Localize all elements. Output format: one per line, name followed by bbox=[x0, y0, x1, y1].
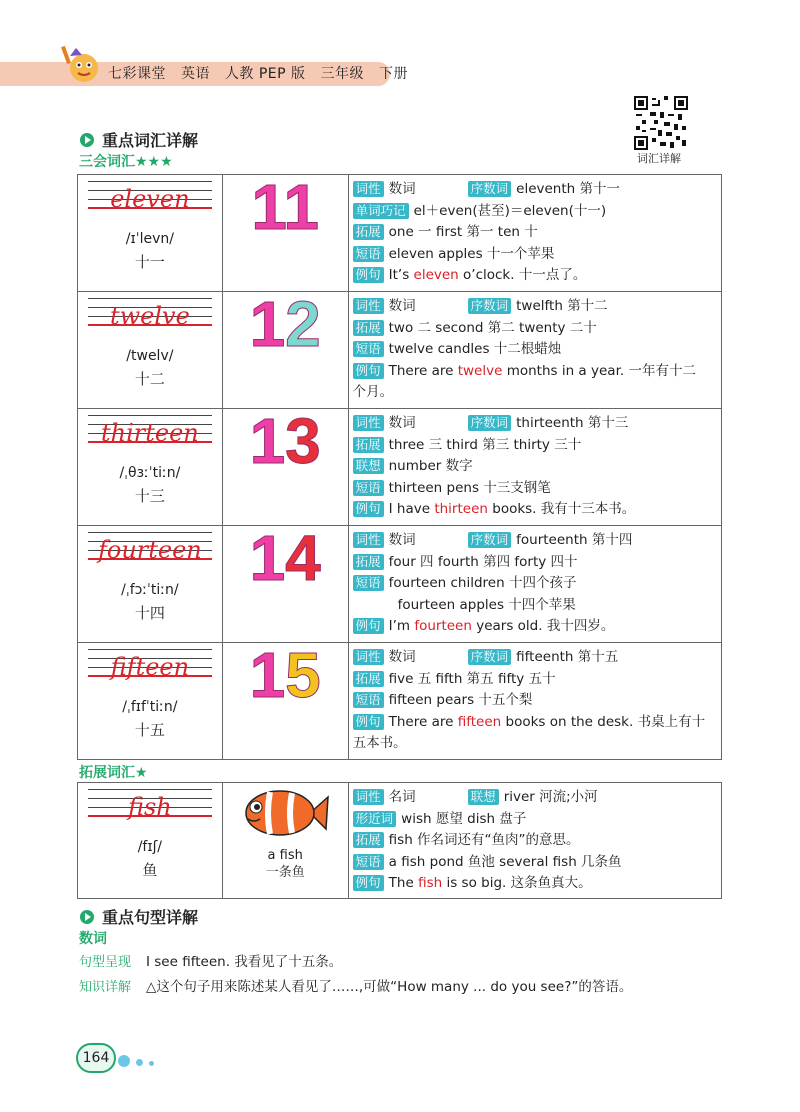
info-line bbox=[353, 339, 717, 361]
word-cell bbox=[78, 526, 223, 643]
numeral-digit: 1 bbox=[249, 639, 286, 711]
tag-label: 词性 bbox=[353, 298, 384, 314]
tag-label: 例句 bbox=[353, 714, 384, 730]
headword: fish bbox=[127, 793, 172, 821]
tag-label: 单词巧记 bbox=[353, 203, 409, 219]
highlighted-word: fish bbox=[418, 875, 443, 891]
info-text: 数词 bbox=[388, 415, 416, 431]
info-line bbox=[353, 265, 717, 287]
highlighted-word: twelve bbox=[457, 362, 503, 379]
info-text: fifteenth 第十五 bbox=[516, 649, 619, 665]
picture-cell bbox=[222, 639, 348, 760]
writing-lines bbox=[88, 532, 212, 568]
example-text: books on the desk. 书桌上有十 bbox=[501, 713, 706, 730]
info-cell bbox=[348, 643, 721, 760]
tag-label: 短语 bbox=[353, 341, 384, 357]
info-line bbox=[353, 787, 717, 809]
phonetic: /ˌfɪfˈtiːn/ bbox=[122, 699, 178, 715]
info-line-continued: 个月。 bbox=[352, 384, 394, 400]
headword: eleven bbox=[110, 185, 190, 213]
numeral-digit: 1 bbox=[251, 171, 284, 243]
info-line-continued: 五本书。 bbox=[352, 735, 407, 751]
info-line bbox=[353, 552, 717, 574]
tag-label: 词性 bbox=[353, 181, 384, 197]
info-text: river 河流;小河 bbox=[503, 789, 598, 805]
numeral-digit: 3 bbox=[285, 405, 321, 477]
info-line bbox=[353, 499, 717, 521]
info-text: eleven apples 十一个苹果 bbox=[388, 245, 555, 262]
info-cell bbox=[348, 526, 721, 643]
tag-label: 例句 bbox=[353, 875, 384, 891]
headword: thirteen bbox=[100, 419, 199, 447]
tag-label: 词性 bbox=[353, 649, 384, 665]
chinese-meaning: 十二 bbox=[134, 370, 165, 388]
info-cell bbox=[348, 783, 721, 899]
picture-cell bbox=[222, 405, 348, 526]
page-number: 164 bbox=[76, 1043, 116, 1073]
info-text: 数词 bbox=[388, 532, 416, 548]
picture-caption-en: a fish bbox=[267, 848, 303, 863]
subsection-one-star: 拓展词汇★ bbox=[79, 765, 148, 781]
tag-label: 短语 bbox=[353, 480, 384, 496]
info-text: three 三 third 第三 thirty 三十 bbox=[388, 436, 582, 453]
tag-label: 形近词 bbox=[353, 811, 397, 827]
tag-label: 例句 bbox=[353, 501, 384, 517]
info-line bbox=[353, 595, 717, 617]
highlighted-word: eleven bbox=[413, 267, 459, 283]
info-line bbox=[353, 179, 717, 201]
info-text: thirteenth 第十三 bbox=[516, 415, 629, 431]
info-line bbox=[353, 456, 717, 478]
subject: 英语 bbox=[180, 66, 210, 82]
example-text: is so big. 这条鱼真大。 bbox=[442, 875, 592, 891]
info-line bbox=[353, 318, 717, 340]
tag-label: 拓展 bbox=[353, 320, 384, 336]
numeral-digit: 2 bbox=[285, 288, 321, 360]
info-text: five 五 fifth 第五 fifty 五十 bbox=[388, 670, 556, 687]
number-character-icon bbox=[249, 288, 321, 360]
word-row-fourteen bbox=[78, 526, 722, 643]
tag-label: 拓展 bbox=[353, 554, 384, 570]
example-text: years old. 我十四岁。 bbox=[471, 618, 615, 634]
chinese-meaning: 十四 bbox=[134, 604, 165, 622]
example-text: I’m bbox=[388, 618, 415, 634]
chinese-meaning: 十五 bbox=[134, 721, 165, 739]
decor-dot bbox=[149, 1061, 154, 1066]
tag-label: 词性 bbox=[353, 415, 384, 431]
picture-cell bbox=[222, 288, 348, 409]
info-line bbox=[353, 669, 717, 691]
info-line bbox=[353, 616, 717, 638]
tag-label: 联想 bbox=[353, 458, 384, 474]
volume: 下册 bbox=[378, 66, 408, 82]
info-text: 名词 bbox=[388, 789, 416, 805]
qr-label: 词汇详解 bbox=[637, 152, 681, 165]
number-character-icon bbox=[249, 522, 321, 594]
tag-label: 短语 bbox=[353, 854, 384, 870]
highlighted-word: thirteen bbox=[434, 501, 488, 517]
series-name: 七彩课堂 bbox=[108, 66, 166, 82]
tag-label: 序数词 bbox=[468, 298, 512, 314]
picture-cell bbox=[222, 783, 348, 899]
tag-label: 序数词 bbox=[468, 415, 512, 431]
info-text: fifteen pears 十五个梨 bbox=[388, 692, 533, 708]
info-text: a fish pond 鱼池 several fish 几条鱼 bbox=[388, 853, 622, 870]
play-bullet-icon bbox=[80, 910, 94, 924]
example-text: There are bbox=[388, 362, 458, 379]
numeral-digit: 5 bbox=[285, 639, 321, 711]
info-cell bbox=[348, 292, 721, 409]
info-line bbox=[353, 573, 717, 595]
number-character-icon bbox=[249, 639, 321, 711]
tag-label: 拓展 bbox=[353, 671, 384, 687]
tag-label: 例句 bbox=[353, 363, 384, 379]
phonetic: /ˌfɔːˈtiːn/ bbox=[121, 582, 179, 598]
edition: 人教 PEP 版 bbox=[224, 66, 306, 82]
example-text: I have bbox=[388, 501, 435, 517]
tag-label: 序数词 bbox=[468, 649, 512, 665]
word-row-thirteen bbox=[78, 409, 722, 526]
info-text: fourteenth 第十四 bbox=[516, 532, 633, 548]
phonetic: /ˌθɜːˈtiːn/ bbox=[119, 465, 181, 481]
tag-label: 例句 bbox=[353, 618, 384, 634]
info-text: two 二 second 第二 twenty 二十 bbox=[388, 319, 597, 336]
info-text: twelfth 第十二 bbox=[516, 298, 608, 314]
chinese-meaning: 十一 bbox=[134, 253, 165, 271]
word-row-fifteen bbox=[78, 643, 722, 760]
info-line bbox=[353, 809, 717, 831]
picture-cell bbox=[222, 522, 348, 643]
subsection-three-star: 三会词汇★★★ bbox=[79, 154, 173, 170]
tag-label: 例句 bbox=[353, 267, 384, 283]
info-text: one 一 first 第一 ten 十 bbox=[388, 224, 538, 240]
tag-label: 序数词 bbox=[468, 532, 512, 548]
info-text: eleventh 第十一 bbox=[516, 181, 620, 197]
info-line bbox=[353, 478, 717, 500]
example-text: The bbox=[388, 875, 419, 891]
info-line bbox=[353, 201, 717, 223]
example-text: There are bbox=[388, 713, 458, 730]
phonetic: /ɪˈlevn/ bbox=[125, 231, 174, 247]
decor-dot bbox=[136, 1059, 143, 1066]
tag-label: 短语 bbox=[353, 246, 384, 262]
header-text bbox=[108, 63, 418, 83]
explain-text: △这个句子用来陈述某人看见了……,可做“How many ... do you see?”的答语。 bbox=[146, 979, 633, 995]
tag-label: 词性 bbox=[353, 789, 384, 805]
writing-lines bbox=[88, 789, 212, 825]
info-text: four 四 fourth 第四 forty 四十 bbox=[388, 553, 578, 570]
clownfish-icon bbox=[240, 783, 330, 843]
info-text: 数词 bbox=[388, 181, 416, 197]
info-text: fish 作名词还有“鱼肉”的意思。 bbox=[388, 832, 580, 848]
word-row-eleven bbox=[78, 175, 722, 292]
vocab-table-extra bbox=[77, 782, 722, 899]
numeral-digit: 4 bbox=[285, 522, 321, 594]
writing-lines bbox=[88, 649, 212, 685]
sentence-topic: 数词 bbox=[79, 931, 107, 947]
tag-label: 短语 bbox=[353, 575, 384, 591]
info-line bbox=[353, 530, 717, 552]
info-text: fourteen children 十四个孩子 bbox=[388, 575, 577, 591]
writing-lines bbox=[88, 181, 212, 217]
section-title-sentence: 重点句型详解 bbox=[80, 905, 198, 928]
info-line bbox=[353, 690, 717, 712]
decor-dot bbox=[118, 1055, 130, 1067]
word-row-twelve bbox=[78, 292, 722, 409]
info-line bbox=[353, 244, 717, 266]
numeral-digit: 1 bbox=[249, 522, 286, 594]
tag-label: 拓展 bbox=[353, 224, 384, 240]
tag-label: 拓展 bbox=[353, 437, 384, 453]
info-line bbox=[353, 435, 717, 457]
picture-caption-cn: 一条鱼 bbox=[265, 865, 305, 880]
chinese-meaning: 鱼 bbox=[142, 861, 158, 879]
number-character-icon bbox=[249, 405, 321, 477]
example-text: books. 我有十三本书。 bbox=[487, 501, 636, 517]
info-text: el＋even(甚至)＝eleven(十一) bbox=[413, 202, 607, 219]
grade: 三年级 bbox=[320, 66, 364, 82]
mascot-logo-icon bbox=[60, 42, 104, 86]
headword: fourteen bbox=[97, 536, 202, 564]
numeral-digit: 1 bbox=[249, 405, 286, 477]
numeral-digit: 1 bbox=[283, 171, 319, 243]
info-text: twelve candles 十二根蜡烛 bbox=[388, 341, 562, 357]
explain-label: 知识详解 bbox=[79, 980, 132, 995]
picture-cell bbox=[222, 171, 348, 292]
chinese-meaning: 十三 bbox=[134, 487, 165, 505]
info-text: 数词 bbox=[388, 298, 416, 314]
example-text: months in a year. 一年有十二 bbox=[502, 362, 696, 379]
pattern-label: 句型呈现 bbox=[79, 955, 132, 970]
vocab-table-main bbox=[77, 171, 722, 760]
phonetic: /fɪʃ/ bbox=[137, 839, 162, 855]
info-text: wish 愿望 dish 盘子 bbox=[401, 810, 527, 827]
word-cell bbox=[78, 783, 223, 899]
word-cell bbox=[78, 409, 223, 526]
highlighted-word: fifteen bbox=[457, 713, 502, 730]
info-line bbox=[353, 647, 717, 669]
play-bullet-icon bbox=[80, 133, 94, 147]
word-cell bbox=[78, 292, 223, 409]
info-line bbox=[353, 852, 717, 874]
qr-code-icon[interactable] bbox=[634, 96, 688, 150]
info-cell bbox=[348, 409, 721, 526]
tag-label: 词性 bbox=[353, 532, 384, 548]
word-cell bbox=[78, 175, 223, 292]
writing-lines bbox=[88, 415, 212, 451]
example-text: o’clock. 十一点了。 bbox=[458, 267, 587, 283]
info-text: thirteen pens 十三支钢笔 bbox=[388, 479, 551, 496]
info-line bbox=[353, 712, 717, 734]
info-line bbox=[353, 830, 717, 852]
info-line bbox=[353, 361, 717, 383]
numeral-digit: 1 bbox=[249, 288, 286, 360]
word-cell bbox=[78, 643, 223, 760]
phonetic: /twelv/ bbox=[126, 348, 174, 364]
info-line bbox=[353, 873, 717, 895]
pattern-text: I see fifteen. 我看见了十五条。 bbox=[146, 954, 343, 970]
tag-label: 联想 bbox=[468, 789, 499, 805]
tag-label: 短语 bbox=[353, 692, 384, 708]
tag-label: 拓展 bbox=[353, 832, 384, 848]
number-character-icon bbox=[251, 171, 319, 243]
writing-lines bbox=[88, 298, 212, 334]
headword: fifteen bbox=[110, 653, 190, 681]
info-cell bbox=[348, 175, 721, 292]
info-text: 数词 bbox=[388, 649, 416, 665]
info-text: number 数字 bbox=[388, 458, 473, 474]
example-text: It’s bbox=[388, 267, 414, 283]
info-line bbox=[353, 222, 717, 244]
tag-label: 序数词 bbox=[468, 181, 512, 197]
headword: twelve bbox=[109, 302, 190, 330]
word-row-fish bbox=[78, 783, 722, 899]
info-line bbox=[353, 413, 717, 435]
highlighted-word: fourteen bbox=[414, 618, 472, 634]
info-line bbox=[353, 296, 717, 318]
info-text: fourteen apples 十四个苹果 bbox=[397, 596, 576, 613]
section-title-vocab: 重点词汇详解 bbox=[80, 128, 198, 151]
